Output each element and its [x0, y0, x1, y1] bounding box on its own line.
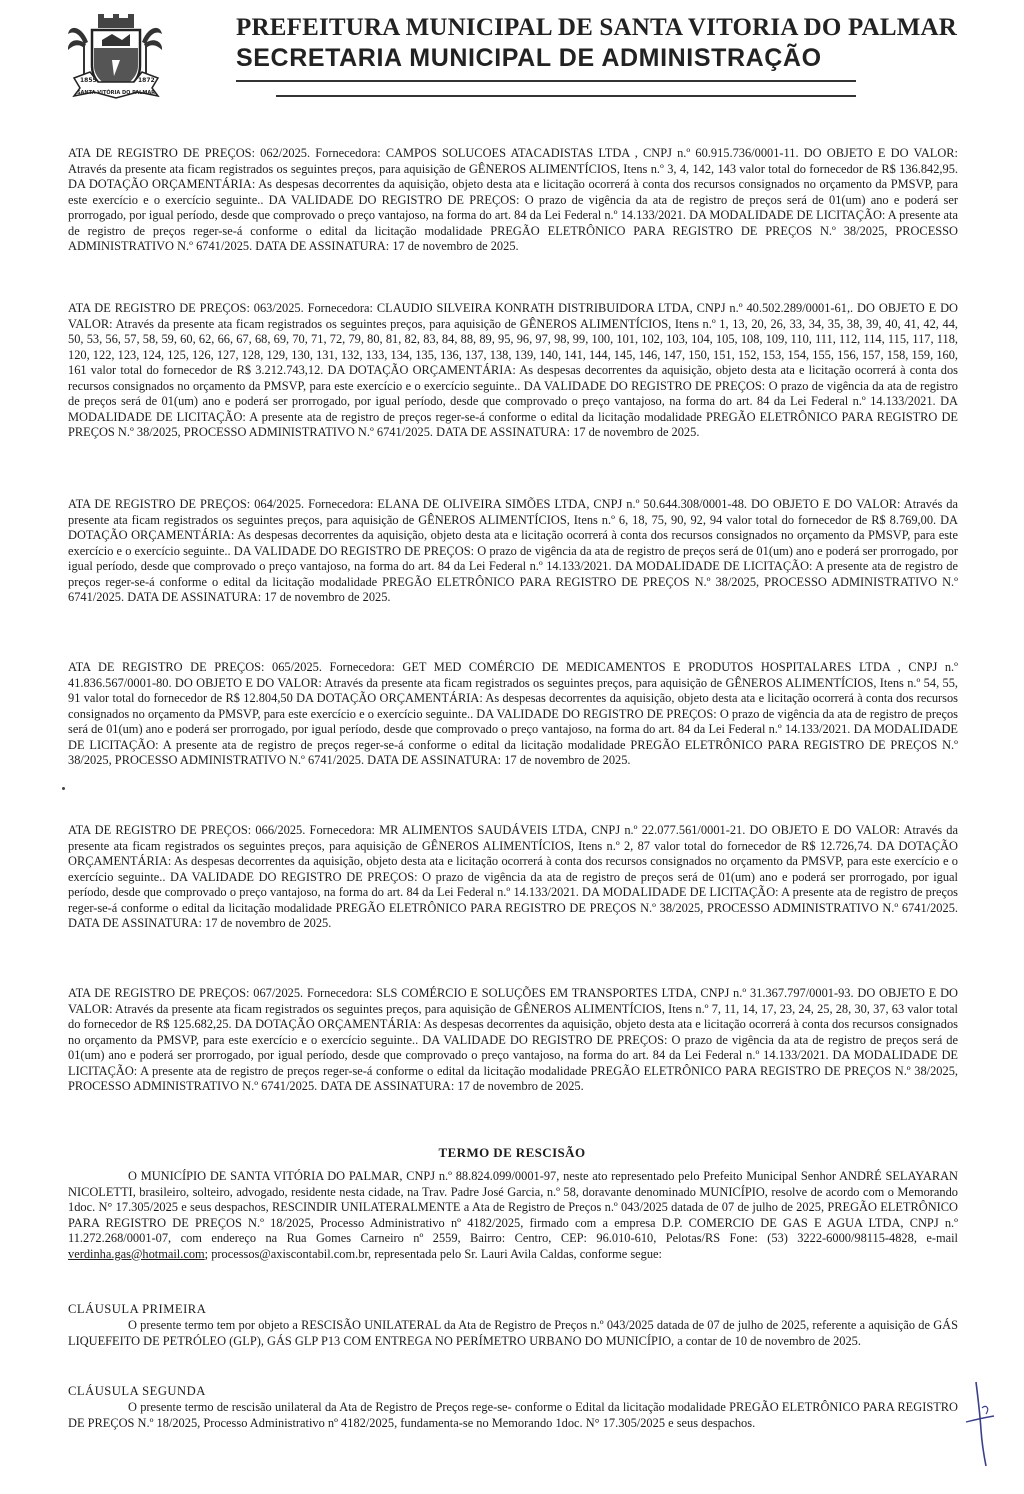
ata-066-paragraph: ATA DE REGISTRO DE PREÇOS: 066/2025. Fornecedora: MR ALIMENTOS SAUDÁVEIS LTDA, CNPJ n.º 22.077.561/0001-21. DO OBJETO E DO VALOR: Através da presente ata ficam registrados os seguintes preços, para aquisição de GÊNEROS ALIMENTÍCIOS, Itens n.º 2, 87 valor total do fornecedor de R$ 12.726,74. DA DOTAÇÃO ORÇAMENTÁRIA: As despesas decorrentes da aquisição, objeto desta ata e licitação ocorrerá à conta dos recursos consignados no orçamento da PMSVP, para este exercício e o exercício seguinte.. DA VALIDADE DO REGISTRO DE PREÇOS: O prazo de vigência da ata de registro de preços será de 01(um) ano e poderá ser prorrogado, por igual período, desde que comprovado o preço vantajoso, na forma do art. 84 da Lei Federal n.º 14.133/2021. DA MODALIDADE DE LICITAÇÃO: A presente ata de registro de preços reger-se-á conforme o edital da licitação modalidade PREGÃO ELETRÔNICO PARA REGISTRO DE PREÇOS N.º 38/2025, PROCESSO ADMINISTRATIVO N.º 6741/2025. DATA DE ASSINATURA: 17 de novembro de 2025.	[68, 823, 958, 930]
termo-intro-paragraph	[68, 1169, 958, 1262]
clause2-paragraph: O presente termo de rescisão unilateral da Ata de Registro de Preços rege-se- conforme o Edital da licitação modalidade PREGÃO ELETRÔNICO PARA REGISTRO DE PREÇOS N.º 18/2025, Processo Administrativo nº 4182/2025, fundamenta-se no Memorando 1doc. N° 17.305/2025 e seus despachos.	[68, 1400, 958, 1430]
municipal-crest-icon	[68, 12, 164, 104]
ata-065-paragraph: ATA DE REGISTRO DE PREÇOS: 065/2025. Fornecedora: GET MED COMÉRCIO DE MEDICAMENTOS E PRODUTOS HOSPITALARES LTDA , CNPJ n.º 41.836.567/0001-80. DO OBJETO E DO VALOR: Através da presente ata ficam registrados os seguintes preços, para aquisição de GÊNEROS ALIMENTÍCIOS, Itens n.º 54, 55, 91 valor total do fornecedor de R$ 12.804,50 DA DOTAÇÃO ORÇAMENTÁRIA: As despesas decorrentes da aquisição, objeto desta ata e licitação ocorrerá à conta dos recursos consignados no orçamento da PMSVP, para este exercício e o exercício seguinte.. DA VALIDADE DO REGISTRO DE PREÇOS: O prazo de vigência da ata de registro de preços será de 01(um) ano e poderá ser prorrogado, por igual período, desde que comprovado o preço vantajoso, na forma do art. 84 da Lei Federal n.º 14.133/2021. DA MODALIDADE DE LICITAÇÃO: A presente ata de registro de preços reger-se-á conforme o edital da licitação modalidade PREGÃO ELETRÔNICO PARA REGISTRO DE PREÇOS N.º 38/2025, PROCESSO ADMINISTRATIVO N.º 6741/2025. DATA DE ASSINATURA: 17 de novembro de 2025.	[68, 660, 958, 767]
header-rule-top	[236, 80, 856, 82]
signature-mark-icon	[964, 1378, 1000, 1468]
secretaria-title: SECRETARIA MUNICIPAL DE ADMINISTRAÇÃO	[236, 44, 822, 72]
termo-intro-text: O MUNICÍPIO DE SANTA VITÓRIA DO PALMAR, CNPJ n.º 88.824.099/0001-97, neste ato representado pelo Prefeito Municipal Senhor ANDRÉ SELAYARAN NICOLETTI, brasileiro, solteiro, advogado, residente nesta cidade, na Trav. Padre José Garcia, n.º 58, doravante denominado MUNICÍPIO, resolve de acordo com o Memorando 1doc. N° 17.305/2025 e seus despachos, RESCINDIR UNILATERALMENTE a Ata de Registro de Preços n.º 043/2025 datada de 07 de julho de 2025, PREGÃO ELETRÔNICO PARA REGISTRO DE PREÇOS N.º 18/2025, Processo Administrativo nº 4182/2025, firmado com a empresa D.P. COMERCIO DE GAS E AGUA LTDA, CNPJ n.º 11.272.268/0001-07, com endereço na Rua Gomes Carneiro nº 2559, Bairro: Centro, CEP: 96.010-610, Pelotas/RS Fone: (53) 3222-6000/98115-4828, e-mail	[68, 1169, 958, 1245]
crest-year-right: 1872	[138, 77, 155, 84]
crest-ribbon-text: SANTA VITÓRIA DO PALMAR	[76, 90, 156, 96]
ata-067-paragraph: ATA DE REGISTRO DE PREÇOS: 067/2025. Fornecedora: SLS COMÉRCIO E SOLUÇÕES EM TRANSPORTES LTDA, CNPJ n.º 31.367.797/0001-93. DO OBJETO E DO VALOR: Através da presente ata ficam registrados os seguintes preços, para aquisição de GÊNEROS ALIMENTÍCIOS, Itens n.º 7, 11, 14, 17, 23, 24, 25, 28, 30, 37, 63 valor total do fornecedor de R$ 125.682,25. DA DOTAÇÃO ORÇAMENTÁRIA: As despesas decorrentes da aquisição, objeto desta ata e licitação ocorrerá à conta dos recursos consignados no orçamento da PMSVP, para este exercício e o exercício seguinte.. DA VALIDADE DO REGISTRO DE PREÇOS: O prazo de vigência da ata de registro de preços será de 01(um) ano e poderá ser prorrogado, por igual período, desde que comprovado o preço vantajoso, na forma do art. 84 da Lei Federal n.º 14.133/2021. DA MODALIDADE DE LICITAÇÃO: A presente ata de registro de preços reger-se-á conforme o edital da licitação modalidade PREGÃO ELETRÔNICO PARA REGISTRO DE PREÇOS N.º 38/2025, PROCESSO ADMINISTRATIVO N.º 6741/2025. DATA DE ASSINATURA: 17 de novembro de 2025.	[68, 986, 958, 1093]
header-rule-bottom	[276, 95, 856, 97]
clause1-title: CLÁUSULA PRIMEIRA	[68, 1302, 207, 1316]
prefeitura-title: PREFEITURA MUNICIPAL DE SANTA VITORIA DO PALMAR	[236, 14, 958, 41]
clause1-paragraph: O presente termo tem por objeto a RESCISÃO UNILATERAL da Ata de Registro de Preços n.º 043/2025 datada de 07 de julho de 2025, referente a aquisição de GÁS LIQUEFEITO DE PETRÓLEO (GLP), GÁS GLP P13 COM ENTREGA NO PERÍMETRO URBANO DO MUNICÍPIO, a contar de 10 de novembro de 2025.	[68, 1318, 958, 1348]
termo-title: TERMO DE RESCISÃO	[438, 1145, 586, 1160]
termo-intro-tail: ; processos@axiscontabil.com.br, representada pelo Sr. Lauri Avila Caldas, conforme segue:	[204, 1246, 662, 1261]
crest-year-left: 1855	[80, 77, 97, 84]
clause2-title: CLÁUSULA SEGUNDA	[68, 1384, 206, 1398]
ata-062-paragraph: ATA DE REGISTRO DE PREÇOS: 062/2025. Fornecedora: CAMPOS SOLUCOES ATACADISTAS LTDA , CNPJ n.º 60.915.736/0001-11. DO OBJETO E DO VALOR: Através da presente ata ficam registrados os seguintes preços, para aquisição de GÊNEROS ALIMENTÍCIOS, Itens n.º 3, 4, 142, 143 valor total do fornecedor de R$ 136.842,95. DA DOTAÇÃO ORÇAMENTÁRIA: As despesas decorrentes da aquisição, objeto desta ata e licitação ocorrerá à conta dos recursos consignados no orçamento da PMSVP, para este exercício e o exercício seguinte.. DA VALIDADE DO REGISTRO DE PREÇOS: O prazo de vigência da ata de registro de preços será de 01(um) ano e poderá ser prorrogado, por igual período, desde que comprovado o preço vantajoso, na forma do art. 84 da Lei Federal n.º 14.133/2021. DA MODALIDADE DE LICITAÇÃO: A presente ata de registro de preços reger-se-á conforme o edital da licitação modalidade PREGÃO ELETRÔNICO PARA REGISTRO DE PREÇOS N.º 38/2025, PROCESSO ADMINISTRATIVO N.º 6741/2025. DATA DE ASSINATURA: 17 de novembro de 2025.	[68, 146, 958, 253]
supplier-email-link[interactable]: verdinha.gas@hotmail.com	[68, 1246, 205, 1261]
scan-speck	[62, 787, 65, 790]
ata-063-paragraph: ATA DE REGISTRO DE PREÇOS: 063/2025. Fornecedora: CLAUDIO SILVEIRA KONRATH DISTRIBUIDORA LTDA, CNPJ n.º 40.502.289/0001-61,. DO OBJETO E DO VALOR: Através da presente ata ficam registrados os seguintes preços, para aquisição de GÊNEROS ALIMENTÍCIOS, Itens n.º 1, 13, 20, 26, 33, 34, 35, 38, 39, 40, 41, 42, 44, 50, 53, 56, 57, 58, 59, 60, 62, 66, 67, 68, 69, 70, 71, 72, 79, 80, 81, 82, 83, 84, 88, 89, 95, 96, 97, 98, 99, 100, 101, 102, 103, 104, 105, 108, 109, 110, 111, 112, 114, 115, 117, 118, 120, 122, 123, 124, 125, 126, 127, 128, 129, 130, 131, 132, 133, 134, 135, 136, 137, 138, 139, 140, 141, 144, 145, 146, 147, 150, 151, 152, 153, 154, 155, 156, 157, 158, 159, 160, 161 valor total do fornecedor de R$ 3.212.743,12. DA DOTAÇÃO ORÇAMENTÁRIA: As despesas decorrentes da aquisição, objeto desta ata e licitação ocorrerá à conta dos recursos consignados no orçamento da PMSVP, para este exercício e o exercício seguinte.. DA VALIDADE DO REGISTRO DE PREÇOS: O prazo de vigência da ata de registro de preços será de 01(um) ano e poderá ser prorrogado, por igual período, desde que comprovado o preço vantajoso, na forma do art. 84 da Lei Federal n.º 14.133/2021. DA MODALIDADE DE LICITAÇÃO: A presente ata de registro de preços reger-se-á conforme o edital da licitação modalidade PREGÃO ELETRÔNICO PARA REGISTRO DE PREÇOS N.º 38/2025, PROCESSO ADMINISTRATIVO N.º 6741/2025. DATA DE ASSINATURA: 17 de novembro de 2025.	[68, 301, 958, 439]
page-header	[0, 0, 1024, 120]
ata-064-paragraph: ATA DE REGISTRO DE PREÇOS: 064/2025. Fornecedora: ELANA DE OLIVEIRA SIMÕES LTDA, CNPJ n.º 50.644.308/0001-48. DO OBJETO E DO VALOR: Através da presente ata ficam registrados os seguintes preços, para aquisição de GÊNEROS ALIMENTÍCIOS, Itens n.º 6, 18, 75, 90, 92, 94 valor total do fornecedor de R$ 8.769,00. DA DOTAÇÃO ORÇAMENTÁRIA: As despesas decorrentes da aquisição, objeto desta ata e licitação ocorrerá à conta dos recursos consignados no orçamento da PMSVP, para este exercício e o exercício seguinte.. DA VALIDADE DO REGISTRO DE PREÇOS: O prazo de vigência da ata de registro de preços será de 01(um) ano e poderá ser prorrogado, por igual período, desde que comprovado o preço vantajoso, na forma do art. 84 da Lei Federal n.º 14.133/2021. DA MODALIDADE DE LICITAÇÃO: A presente ata de registro de preços reger-se-á conforme o edital da licitação modalidade PREGÃO ELETRÔNICO PARA REGISTRO DE PREÇOS N.º 38/2025, PROCESSO ADMINISTRATIVO N.º 6741/2025. DATA DE ASSINATURA: 17 de novembro de 2025.	[68, 497, 958, 604]
